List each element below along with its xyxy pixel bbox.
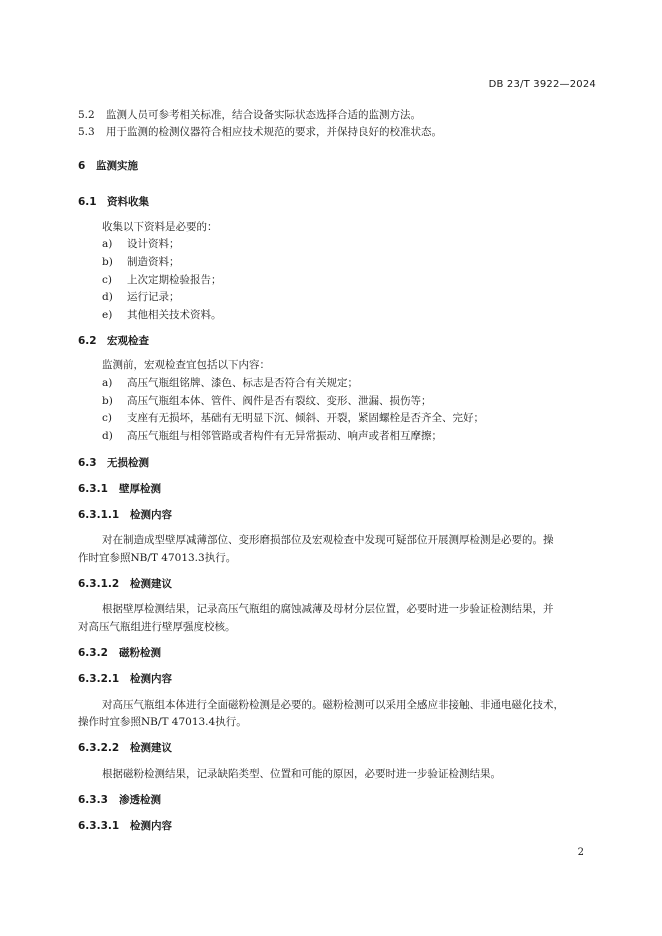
- paragraph-line: 对在制造成型壁厚减薄部位、变形磨损部位及宏观检查中发现可疑部位开展测厚检测是必要的。操: [102, 534, 554, 546]
- heading-title: 磁粉检测: [119, 647, 161, 659]
- heading-title: 检测内容: [130, 820, 172, 832]
- heading-6-3-1-2: [78, 577, 172, 591]
- heading-title: 壁厚检测: [119, 483, 161, 495]
- heading-number: 6.3.2.2: [78, 742, 120, 754]
- list-item: a) 高压气瓶组铭牌、漆色、标志是否符合有关规定；: [102, 377, 358, 389]
- heading-6-3-2: [78, 646, 161, 660]
- heading-title: 检测建议: [130, 578, 172, 590]
- list-item: c) 支座有无损坏，基础有无明显下沉、倾斜、开裂，紧固螺栓是否齐全、完好；: [102, 412, 484, 424]
- heading-title: 检测内容: [130, 509, 172, 521]
- list-item: b) 高压气瓶组本体、管件、阀件是否有裂纹、变形、泄漏、损伤等；: [102, 395, 432, 407]
- section-intro: 收集以下资料是必要的：: [102, 221, 218, 233]
- page-number: 2: [577, 847, 584, 858]
- clause-5-3: [78, 125, 442, 139]
- heading-6-3-2-2: [78, 741, 172, 755]
- list-item: e) 其他相关技术资料。: [102, 309, 222, 321]
- list-item: d) 运行记录；: [102, 291, 180, 303]
- heading-title: 渗透检测: [119, 794, 161, 806]
- paragraph-line: 根据壁厚检测结果，记录高压气瓶组的腐蚀减薄及母材分层位置，必要时进一步验证检测结果，并: [102, 603, 554, 615]
- paragraph-line: 作时宜参照NB/T 47013.3执行。: [78, 552, 237, 564]
- clause-text: 监测人员可参考相关标准，结合设备实际状态选择合适的监测方法。: [106, 109, 421, 121]
- heading-title: 检测建议: [130, 742, 172, 754]
- paragraph-line: 对高压气瓶组进行壁厚强度校核。: [78, 621, 236, 633]
- list-item: b) 制造资料；: [102, 256, 180, 268]
- heading-number: 6.3.2.1: [78, 673, 120, 685]
- paragraph-line: 操作时宜参照NB/T 47013.4执行。: [78, 716, 247, 728]
- paragraph-line: 对高压气瓶组本体进行全面磁粉检测是必要的。磁粉检测可以采用全感应非接触、非通电磁化技术，: [102, 699, 564, 711]
- heading-6-3-3: [78, 793, 161, 807]
- heading-6-3: [78, 456, 149, 470]
- heading-6-3-3-1: [78, 819, 172, 833]
- heading-6-2: [78, 334, 149, 348]
- heading-number: 6: [78, 160, 86, 172]
- heading-number: 6.3.1: [78, 483, 108, 495]
- heading-6-3-1-1: [78, 508, 172, 522]
- list-item: a) 设计资料；: [102, 238, 180, 250]
- heading-number: 6.3.1.2: [78, 578, 120, 590]
- heading-title: 检测内容: [130, 673, 172, 685]
- heading-title: 资料收集: [107, 196, 149, 208]
- heading-6: [78, 159, 138, 173]
- standard-code: DB 23/T 3922—2024: [488, 79, 596, 90]
- paragraph-line: 根据磁粉检测结果，记录缺陷类型、位置和可能的原因，必要时进一步验证检测结果。: [102, 768, 501, 780]
- heading-number: 6.3.1.1: [78, 509, 120, 521]
- list-item: d) 高压气瓶组与相邻管路或者构件有无异常振动、响声或者相互摩擦；: [102, 430, 442, 442]
- clause-5-2: [78, 108, 421, 122]
- heading-number: 6.1: [78, 196, 97, 208]
- heading-title: 宏观检查: [107, 335, 149, 347]
- heading-title: 无损检测: [107, 457, 149, 469]
- section-intro: 监测前，宏观检查宜包括以下内容：: [102, 359, 270, 371]
- clause-number: 5.2: [78, 109, 95, 121]
- clause-number: 5.3: [78, 126, 95, 138]
- list-item: c) 上次定期检验报告；: [102, 274, 222, 286]
- clause-text: 用于监测的检测仪器符合相应技术规范的要求，并保持良好的校准状态。: [106, 126, 442, 138]
- heading-number: 6.3.3: [78, 794, 108, 806]
- heading-6-3-1: [78, 482, 161, 496]
- heading-title: 监测实施: [96, 160, 138, 172]
- heading-number: 6.3.3.1: [78, 820, 120, 832]
- heading-number: 6.3.2: [78, 647, 108, 659]
- heading-number: 6.2: [78, 335, 97, 347]
- heading-number: 6.3: [78, 457, 97, 469]
- heading-6-1: [78, 195, 149, 209]
- heading-6-3-2-1: [78, 672, 172, 686]
